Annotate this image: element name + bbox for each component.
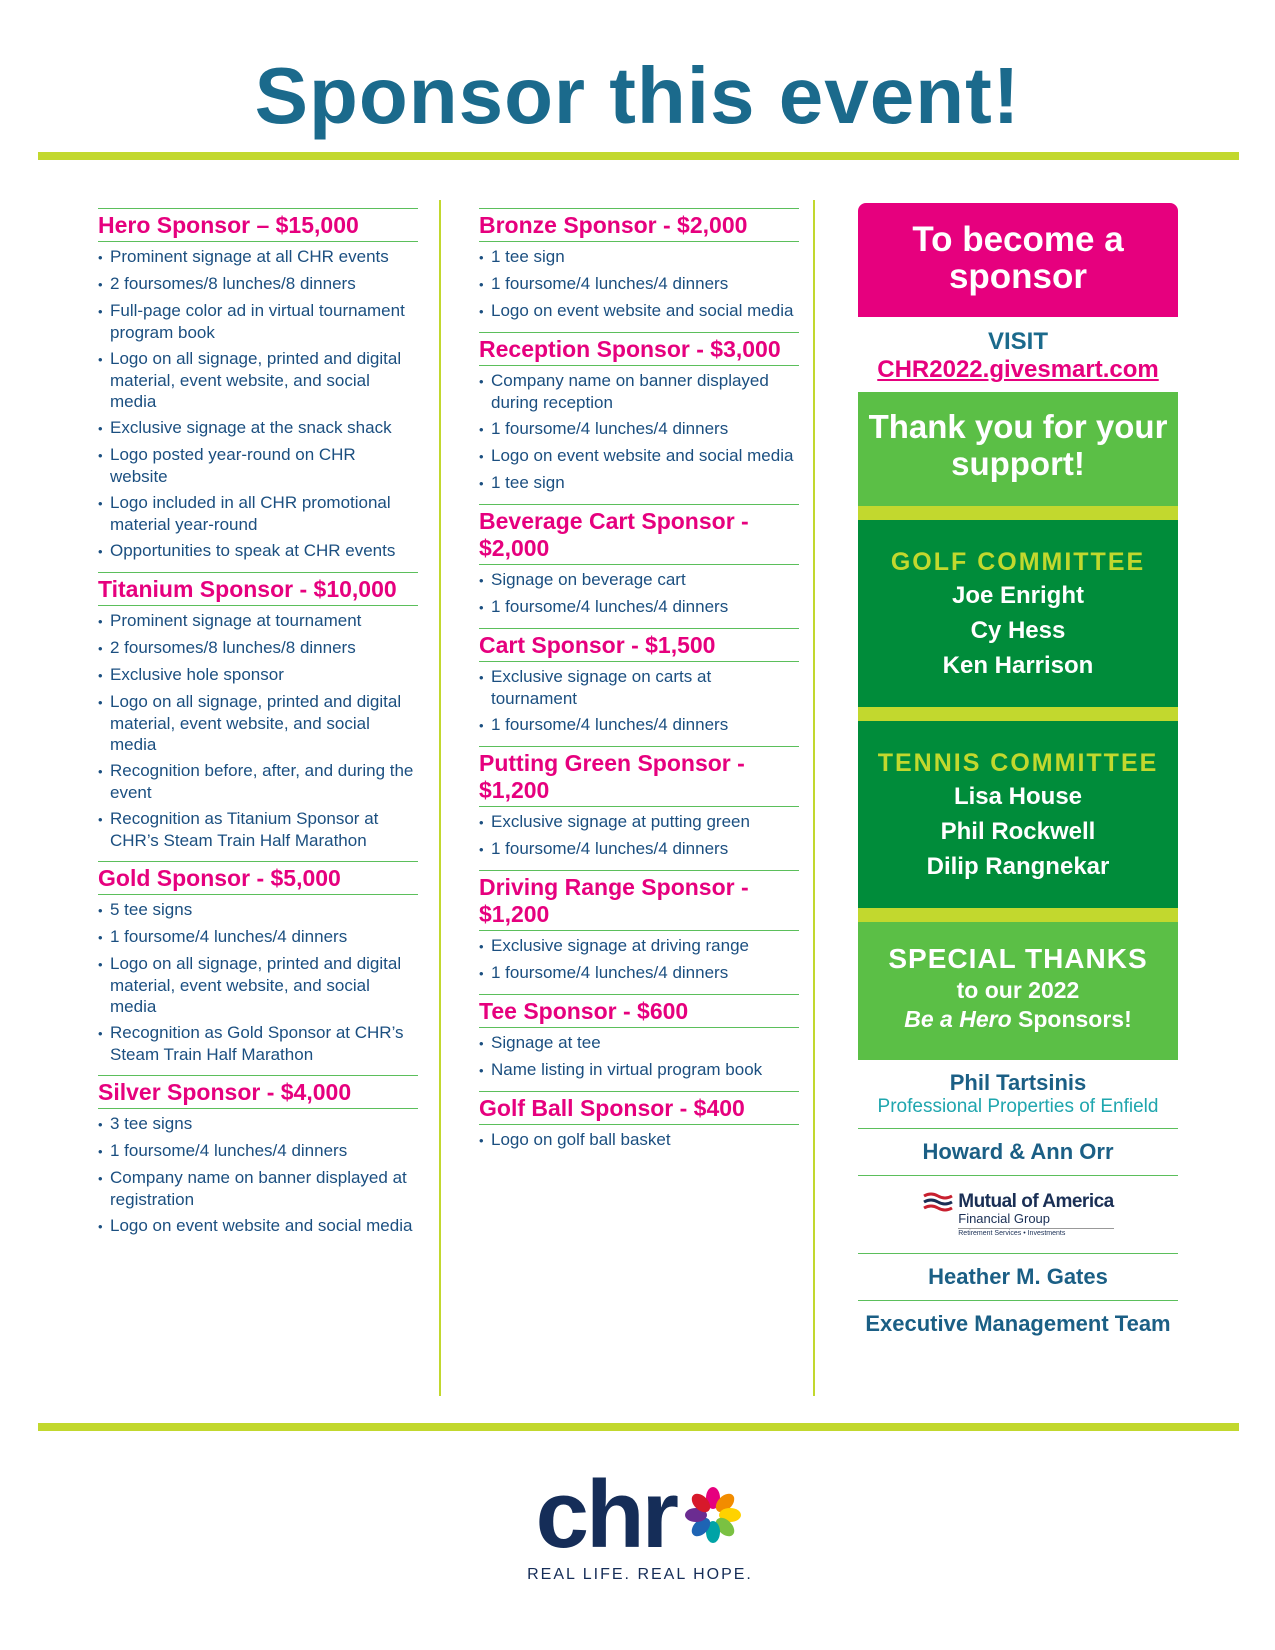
benefit-item: • Logo posted year-round on CHR website (98, 444, 418, 487)
golf-committee-title: GOLF COMMITTEE (890, 548, 1146, 576)
benefit-list (98, 899, 418, 1065)
hero-sponsor-mutual-of-america (858, 1176, 1178, 1254)
benefit-item: • Logo on all signage, printed and digital material, event website, and social media (98, 691, 418, 755)
tier-title: Beverage Cart Sponsor - $2,000 (479, 505, 799, 565)
column-divider-2 (813, 200, 815, 1396)
sponsor-name: Heather M. Gates (928, 1264, 1108, 1289)
flower-icon (682, 1484, 744, 1546)
special-thanks-hero-line (868, 1005, 1168, 1034)
benefit-item: • Recognition before, after, and during the event (98, 760, 418, 803)
visit-label: VISIT (987, 328, 1048, 355)
sponsor-tier (479, 1091, 799, 1151)
special-thanks-title: SPECIAL THANKS (888, 943, 1148, 974)
sidebar (858, 203, 1178, 1347)
separator (858, 908, 1178, 922)
sponsor-tiers-column-2 (479, 208, 799, 1156)
benefit-list (479, 666, 799, 736)
benefit-item: • Logo on event website and social media (98, 1215, 418, 1237)
benefit-item: • Exclusive hole sponsor (98, 664, 418, 686)
benefit-item: • 3 tee signs (98, 1113, 418, 1135)
sponsor-tier (479, 746, 799, 860)
sponsor-company: Professional Properties of Enfield (877, 1096, 1159, 1117)
benefit-item: • Signage on beverage cart (479, 569, 799, 591)
benefit-item: • Recognition as Gold Sponsor at CHR’s Steam Train Half Marathon (98, 1022, 418, 1065)
tier-title: Silver Sponsor - $4,000 (98, 1076, 418, 1109)
benefit-item: • 1 tee sign (479, 246, 799, 268)
benefit-item: • 1 foursome/4 lunches/4 dinners (479, 273, 799, 295)
tennis-committee-title: TENNIS COMMITTEE (877, 749, 1159, 777)
benefit-item: • Exclusive signage at putting green (479, 811, 799, 833)
benefit-item: • Signage at tee (479, 1032, 799, 1054)
tier-title: Tee Sponsor - $600 (479, 995, 799, 1028)
benefit-list (98, 246, 418, 562)
committee-member: Phil Rockwell (940, 818, 1096, 845)
chr-wordmark: chr (535, 1461, 676, 1568)
sponsor-tier (479, 994, 799, 1081)
flag-icon (922, 1192, 954, 1212)
sponsor-tier (98, 861, 418, 1065)
benefit-item: • Name listing in virtual program book (479, 1059, 799, 1081)
benefit-item: • 1 foursome/4 lunches/4 dinners (479, 418, 799, 440)
benefit-item: • Logo on all signage, printed and digital material, event website, and social media (98, 348, 418, 412)
separator (858, 707, 1178, 721)
sponsor-tier (479, 332, 799, 494)
benefit-item: • Logo on event website and social media (479, 300, 799, 322)
sponsors-text: Sponsors! (1011, 1006, 1132, 1032)
sponsor-name: Executive Management Team (865, 1311, 1171, 1336)
separator (858, 506, 1178, 520)
tier-title: Driving Range Sponsor - $1,200 (479, 871, 799, 931)
mutual-of-america-logo (858, 1186, 1178, 1243)
benefit-item: • Prominent signage at all CHR events (98, 246, 418, 268)
benefit-item: • Logo on event website and social media (479, 445, 799, 467)
sponsor-tiers-column-1 (98, 208, 418, 1242)
committee-member: Cy Hess (970, 617, 1066, 644)
givesmart-link[interactable]: CHR2022.givesmart.com (877, 356, 1159, 383)
thank-you-box: Thank you for your support! (858, 392, 1178, 506)
benefit-item: • Company name on banner displayed during reception (479, 370, 799, 413)
committee-member: Dilip Rangnekar (926, 853, 1110, 880)
bottom-divider (38, 1423, 1239, 1431)
benefit-item: • Exclusive signage on carts at tournament (479, 666, 799, 709)
golf-committee-box (858, 520, 1178, 707)
benefit-item: • 1 foursome/4 lunches/4 dinners (479, 838, 799, 860)
committee-member: Joe Enright (951, 582, 1084, 609)
benefit-list (98, 610, 418, 851)
sponsor-tier (479, 208, 799, 322)
benefit-item: • Exclusive signage at driving range (479, 935, 799, 957)
benefit-item: • Company name on banner displayed at registration (98, 1167, 418, 1210)
tier-title: Gold Sponsor - $5,000 (98, 862, 418, 895)
benefit-item: • Logo on golf ball basket (479, 1129, 799, 1151)
benefit-list (479, 1129, 799, 1151)
sponsor-tier (98, 1075, 418, 1237)
tier-title: Titanium Sponsor - $10,000 (98, 573, 418, 606)
benefit-list (479, 1032, 799, 1081)
benefit-item: • 2 foursomes/8 lunches/8 dinners (98, 637, 418, 659)
sponsor-tier (479, 628, 799, 736)
tennis-committee-box (858, 721, 1178, 908)
moa-group: Financial Group (958, 1212, 1114, 1229)
special-thanks-box (858, 922, 1178, 1060)
benefit-list (98, 1113, 418, 1237)
sponsor-tier (479, 504, 799, 618)
sponsor-tier (98, 208, 418, 562)
special-thanks-year: to our 2022 (956, 977, 1080, 1003)
benefit-item: • Full-page color ad in virtual tournament program book (98, 300, 418, 343)
benefit-list (479, 811, 799, 860)
benefit-list (479, 246, 799, 322)
top-divider (38, 152, 1239, 160)
benefit-item: • 1 tee sign (479, 472, 799, 494)
tier-title: Golf Ball Sponsor - $400 (479, 1092, 799, 1125)
tier-title: Hero Sponsor – $15,000 (98, 209, 418, 242)
chr-tagline: REAL LIFE. REAL HOPE. (527, 1566, 753, 1583)
tier-title: Reception Sponsor - $3,000 (479, 333, 799, 366)
sponsor-name: Howard & Ann Orr (922, 1139, 1114, 1164)
benefit-item: • Opportunities to speak at CHR events (98, 540, 418, 562)
benefit-item: • Logo on all signage, printed and digital material, event website, and social media (98, 953, 418, 1017)
hero-sponsor-phil-tartsinis (858, 1060, 1178, 1129)
benefit-item: • Prominent signage at tournament (98, 610, 418, 632)
benefit-item: • 5 tee signs (98, 899, 418, 921)
column-divider-1 (439, 200, 441, 1396)
benefit-item: • 1 foursome/4 lunches/4 dinners (98, 926, 418, 948)
benefit-item: • 2 foursomes/8 lunches/8 dinners (98, 273, 418, 295)
hero-sponsor-emt (858, 1301, 1178, 1347)
hero-sponsor-orr (858, 1129, 1178, 1176)
tier-title: Bronze Sponsor - $2,000 (479, 209, 799, 242)
become-sponsor-box: To become a sponsor (858, 203, 1178, 317)
be-a-hero-text: Be a Hero (904, 1006, 1012, 1032)
benefit-item: • Logo included in all CHR promotional material year-round (98, 492, 418, 535)
sponsor-tier (479, 870, 799, 984)
committee-member: Lisa House (953, 783, 1083, 810)
benefit-item: • 1 foursome/4 lunches/4 dinners (479, 714, 799, 736)
sponsor-tier (98, 572, 418, 851)
hero-sponsor-gates (858, 1254, 1178, 1301)
benefit-list (479, 569, 799, 618)
tier-title: Putting Green Sponsor - $1,200 (479, 747, 799, 807)
moa-name: Mutual of America (958, 1191, 1114, 1212)
benefit-item: • Exclusive signage at the snack shack (98, 417, 418, 439)
benefit-item: • Recognition as Titanium Sponsor at CHR’s Steam Train Half Marathon (98, 808, 418, 851)
chr-logo (520, 1461, 760, 1584)
benefit-list (479, 370, 799, 494)
benefit-item: • 1 foursome/4 lunches/4 dinners (98, 1140, 418, 1162)
benefit-item: • 1 foursome/4 lunches/4 dinners (479, 596, 799, 618)
benefit-list (479, 935, 799, 984)
tier-title: Cart Sponsor - $1,500 (479, 629, 799, 662)
benefit-item: • 1 foursome/4 lunches/4 dinners (479, 962, 799, 984)
sponsor-name: Phil Tartsinis (949, 1070, 1087, 1095)
committee-member: Ken Harrison (942, 652, 1094, 679)
page-title: Sponsor this event! (254, 51, 1021, 140)
moa-services: Retirement Services • Investments (958, 1230, 1066, 1237)
